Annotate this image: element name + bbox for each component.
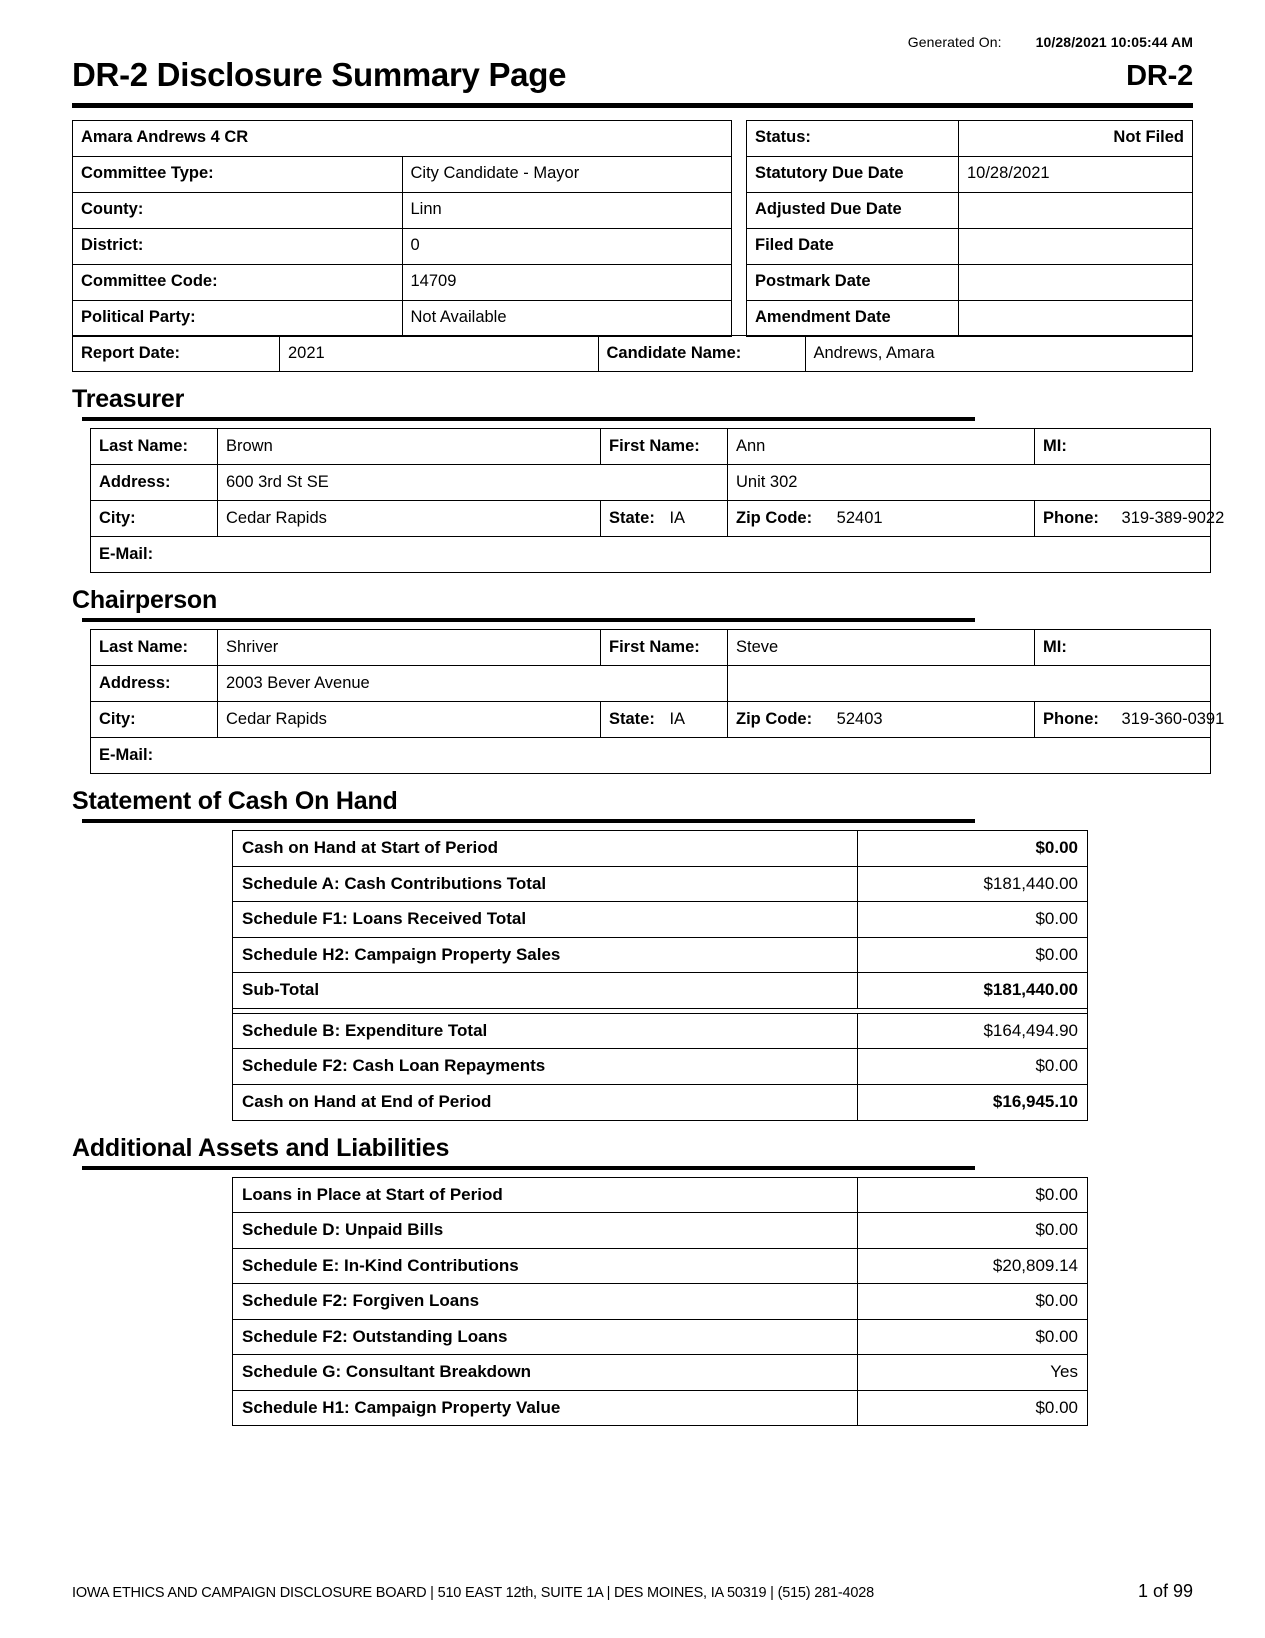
cash-on-hand-table <box>232 830 1088 1120</box>
chairperson-table <box>90 629 1225 774</box>
postmark-date-label: Postmark Date <box>747 264 959 300</box>
table-row <box>233 1248 1088 1284</box>
table-row <box>747 264 1193 300</box>
cash-on-hand-divider <box>82 819 975 823</box>
treasurer-table <box>90 428 1225 573</box>
table-row <box>233 1284 1088 1320</box>
table-row <box>747 228 1193 264</box>
schedule-f2-forgiven-label: Schedule F2: Forgiven Loans <box>233 1284 858 1320</box>
schedule-a-amount: $181,440.00 <box>858 866 1088 902</box>
county-label: County: <box>73 192 403 228</box>
table-row <box>91 666 1211 702</box>
schedule-f2-repay-amount: $0.00 <box>858 1049 1088 1085</box>
treasurer-address-value: 600 3rd St SE <box>218 465 728 501</box>
generated-on-label: Generated On: <box>907 34 1002 50</box>
table-row <box>233 1390 1088 1426</box>
table-row <box>233 1049 1088 1085</box>
political-party-label: Political Party: <box>73 300 403 336</box>
committee-details <box>72 120 732 337</box>
schedule-g-amount: Yes <box>858 1355 1088 1391</box>
chairperson-divider <box>82 618 975 622</box>
candidate-name-value: Andrews, Amara <box>805 336 1193 372</box>
adjusted-due-date-label: Adjusted Due Date <box>747 192 959 228</box>
schedule-e-amount: $20,809.14 <box>858 1248 1088 1284</box>
sub-total-amount: $181,440.00 <box>858 973 1088 1009</box>
sub-total-label: Sub-Total <box>233 973 858 1009</box>
treasurer-city-value: Cedar Rapids <box>218 501 601 537</box>
chair-city-label: City: <box>91 702 218 738</box>
schedule-h1-label: Schedule H1: Campaign Property Value <box>233 1390 858 1426</box>
treasurer-state-label: State: <box>609 508 655 527</box>
table-row <box>233 902 1088 938</box>
chair-zip-label: Zip Code: <box>736 709 813 728</box>
footer-agency-text: IOWA ETHICS AND CAMPAIGN DISCLOSURE BOARD | 510 EAST 12th, SUITE 1A | DES MOINES, IA 50319 | (515) 281-4028 <box>72 1585 874 1601</box>
schedule-b-label: Schedule B: Expenditure Total <box>233 1013 858 1049</box>
postmark-date-value <box>959 264 1193 300</box>
table-row <box>91 630 1211 666</box>
generated-on-value: 10/28/2021 10:05:44 AM <box>1035 34 1193 50</box>
chair-mi-label: MI: <box>1035 630 1211 666</box>
table-row <box>233 831 1088 867</box>
cash-end-label: Cash on Hand at End of Period <box>233 1084 858 1120</box>
form-code: DR-2 <box>1126 59 1193 92</box>
table-row <box>233 1355 1088 1391</box>
schedule-f2-outstanding-label: Schedule F2: Outstanding Loans <box>233 1319 858 1355</box>
filed-date-value <box>959 228 1193 264</box>
schedule-d-amount: $0.00 <box>858 1213 1088 1249</box>
schedule-h2-amount: $0.00 <box>858 937 1088 973</box>
table-row <box>91 537 1211 573</box>
table-row <box>73 228 732 264</box>
chair-address2-value <box>728 666 1211 702</box>
cash-start-label: Cash on Hand at Start of Period <box>233 831 858 867</box>
treasurer-state-value: IA <box>669 508 686 527</box>
status-badge: Not Filed <box>959 120 1193 156</box>
treasurer-phone-label: Phone: <box>1043 508 1099 527</box>
schedule-f1-label: Schedule F1: Loans Received Total <box>233 902 858 938</box>
treasurer-last-name-label: Last Name: <box>91 429 218 465</box>
schedule-e-label: Schedule E: In-Kind Contributions <box>233 1248 858 1284</box>
chair-zip-label-value <box>728 702 1035 738</box>
cash-on-hand-section <box>72 786 1193 1120</box>
treasurer-last-name-value: Brown <box>218 429 601 465</box>
table-row <box>233 1213 1088 1249</box>
cash-start-amount: $0.00 <box>858 831 1088 867</box>
chair-state-label: State: <box>609 709 655 728</box>
table-row <box>91 429 1211 465</box>
treasurer-section <box>72 384 1225 573</box>
additional-assets-section <box>72 1133 1193 1427</box>
chair-phone-value: 319-360-0391 <box>1121 709 1225 728</box>
treasurer-zip-label: Zip Code: <box>736 508 813 527</box>
schedule-f2-forgiven-amount: $0.00 <box>858 1284 1088 1320</box>
treasurer-phone-label-value <box>1035 501 1225 537</box>
chair-phone-label-value <box>1035 702 1225 738</box>
candidate-name-label: Candidate Name: <box>598 336 805 372</box>
chair-state-label-value <box>601 702 728 738</box>
schedule-d-label: Schedule D: Unpaid Bills <box>233 1213 858 1249</box>
status-details <box>746 120 1193 337</box>
table-row <box>233 1013 1088 1049</box>
table-row <box>233 866 1088 902</box>
table-row <box>233 1319 1088 1355</box>
additional-assets-table <box>232 1177 1088 1427</box>
schedule-h2-label: Schedule H2: Campaign Property Sales <box>233 937 858 973</box>
cash-on-hand-heading: Statement of Cash On Hand <box>72 787 398 816</box>
table-row <box>73 336 599 372</box>
amendment-date-value <box>959 300 1193 336</box>
loans-start-label: Loans in Place at Start of Period <box>233 1177 858 1213</box>
treasurer-first-name-value: Ann <box>728 429 1035 465</box>
schedule-b-amount: $164,494.90 <box>858 1013 1088 1049</box>
generated-on <box>72 0 1193 50</box>
table-row <box>233 973 1088 1009</box>
table-row <box>91 702 1211 738</box>
status-table <box>746 120 1193 337</box>
report-date-value: 2021 <box>280 336 599 372</box>
committee-type-value: City Candidate - Mayor <box>402 156 732 192</box>
table-row <box>747 156 1193 192</box>
table-row <box>233 937 1088 973</box>
schedule-h1-amount: $0.00 <box>858 1390 1088 1426</box>
report-date-block <box>72 335 599 372</box>
chair-phone-label: Phone: <box>1043 709 1099 728</box>
title-row <box>72 58 1193 93</box>
adjusted-due-date-value <box>959 192 1193 228</box>
treasurer-heading: Treasurer <box>72 385 185 414</box>
schedule-a-label: Schedule A: Cash Contributions Total <box>233 866 858 902</box>
treasurer-phone-value: 319-389-9022 <box>1121 508 1225 527</box>
table-row <box>73 192 732 228</box>
chair-zip-value: 52403 <box>836 709 883 728</box>
table-row <box>233 1177 1088 1213</box>
treasurer-mi-label: MI: <box>1035 429 1211 465</box>
cash-end-amount: $16,945.10 <box>858 1084 1088 1120</box>
schedule-f2-repay-label: Schedule F2: Cash Loan Repayments <box>233 1049 858 1085</box>
chair-state-value: IA <box>669 709 686 728</box>
chairperson-section <box>72 585 1225 774</box>
title-divider <box>72 103 1193 108</box>
statutory-due-date-value: 10/28/2021 <box>959 156 1193 192</box>
loans-start-amount: $0.00 <box>858 1177 1088 1213</box>
page-title: DR-2 Disclosure Summary Page <box>72 56 567 93</box>
committee-code-label: Committee Code: <box>73 264 403 300</box>
table-row <box>91 465 1211 501</box>
amendment-date-label: Amendment Date <box>747 300 959 336</box>
statutory-due-date-label: Statutory Due Date <box>747 156 959 192</box>
chair-email-label: E-Mail: <box>91 738 1211 774</box>
committee-type-label: Committee Type: <box>73 156 403 192</box>
chair-first-name-value: Steve <box>728 630 1035 666</box>
treasurer-first-name-label: First Name: <box>601 429 728 465</box>
additional-assets-heading: Additional Assets and Liabilities <box>72 1133 450 1162</box>
table-row <box>747 192 1193 228</box>
committee-name: Amara Andrews 4 CR <box>73 120 732 156</box>
district-label: District: <box>73 228 403 264</box>
political-party-value: Not Available <box>402 300 732 336</box>
treasurer-email-label: E-Mail: <box>91 537 1211 573</box>
table-row <box>73 300 732 336</box>
county-value: Linn <box>402 192 732 228</box>
footer-page-number: 1 of 99 <box>1137 1581 1193 1601</box>
chairperson-heading: Chairperson <box>72 586 218 615</box>
treasurer-divider <box>82 417 975 421</box>
treasurer-address2-value: Unit 302 <box>728 465 1211 501</box>
chair-last-name-label: Last Name: <box>91 630 218 666</box>
committee-code-value: 14709 <box>402 264 732 300</box>
table-row <box>233 1084 1088 1120</box>
table-row <box>91 501 1211 537</box>
table-row <box>598 336 1193 372</box>
status-label: Status: <box>747 120 959 156</box>
treasurer-zip-label-value <box>728 501 1035 537</box>
chair-first-name-label: First Name: <box>601 630 728 666</box>
filed-date-label: Filed Date <box>747 228 959 264</box>
status-row <box>747 120 1193 156</box>
chair-last-name-value: Shriver <box>218 630 601 666</box>
report-date-label: Report Date: <box>73 336 280 372</box>
committee-info-block <box>72 120 1193 337</box>
candidate-name-block <box>598 335 1194 372</box>
district-value: 0 <box>402 228 732 264</box>
table-row <box>747 300 1193 336</box>
schedule-f1-amount: $0.00 <box>858 902 1088 938</box>
treasurer-state-label-value <box>601 501 728 537</box>
chair-city-value: Cedar Rapids <box>218 702 601 738</box>
table-row <box>73 264 732 300</box>
chair-address-label: Address: <box>91 666 218 702</box>
treasurer-city-label: City: <box>91 501 218 537</box>
treasurer-address-label: Address: <box>91 465 218 501</box>
schedule-g-label: Schedule G: Consultant Breakdown <box>233 1355 858 1391</box>
schedule-f2-outstanding-amount: $0.00 <box>858 1319 1088 1355</box>
additional-assets-divider <box>82 1166 975 1170</box>
page-footer <box>72 1581 1193 1602</box>
treasurer-zip-value: 52401 <box>836 508 883 527</box>
table-row <box>91 738 1211 774</box>
committee-table <box>72 120 732 337</box>
report-candidate-row <box>72 335 1193 372</box>
chair-address-value: 2003 Bever Avenue <box>218 666 728 702</box>
committee-name-row <box>73 120 732 156</box>
table-row <box>73 156 732 192</box>
